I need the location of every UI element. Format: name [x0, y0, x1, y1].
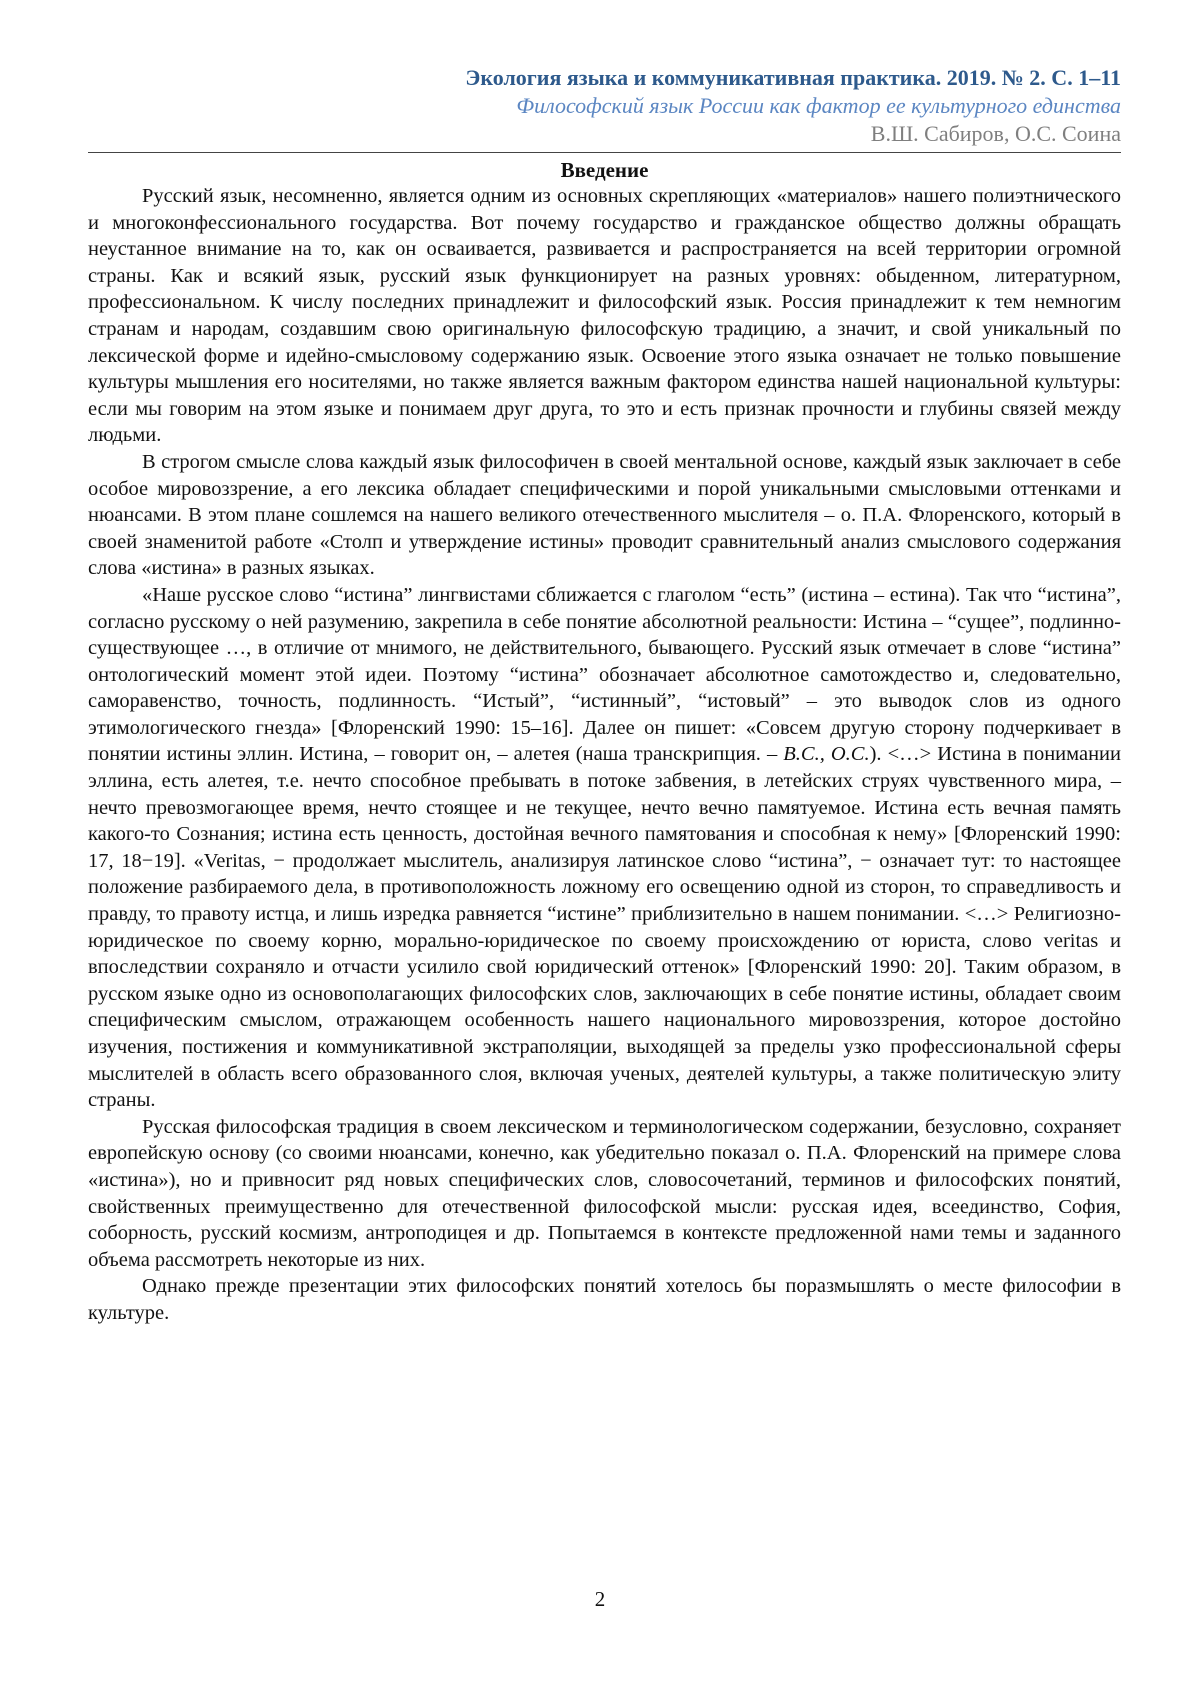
paragraph: Однако прежде презентации этих философских понятий хотелось бы поразмышлять о месте философии в культуре.: [88, 1275, 1121, 1324]
paragraph: Русский язык, несомненно, является одним из основных скрепляющих «материалов» нашего полиэтнического и многоконфессионального государства. Вот почему государство и гражданское общество должны обращать неустанное внимание на то, как он осваивается, развивается и распространяется на всей территории огромной страны. Как и всякий язык, русский язык функционирует на разных уровнях: обыденном, литературном, профессиональном. К числу последних принадлежит и философский язык. Россия принадлежит к тем немногим странам и народам, создавшим свою оригинальную философскую традицию, а значит, и свой уникальный по лексической форме и идейно-смысловому содержанию язык. Освоение этого языка означает не только повышение культуры мышления его носителями, но также является важным фактором единства нашей национальной культуры: если мы говорим на этом языке и понимаем друг друга, то это и есть признак прочности и глубины связей между людьми.: [88, 185, 1121, 447]
header-divider: [88, 152, 1121, 153]
quotation-text-continued: ). <…> Истина в понимании эллина, есть алетея, т.е. нечто способное пребывать в потоке забвения, в летейских струях чувственного мира, – нечто превозмогающее время, нечто стоящее и не текущее, нечто вечно памятуемое. Истина есть вечная память какого-то Сознания; истина есть ценность, достойная вечного памятования и способная к нему» [Флоренский 1990: 17, 18−19]. «Veritas, − продолжает мыслитель, анализируя латинское слово “истина”, − означает тут: то настоящее положение разбираемого дела, в противоположность ложному его освещению одной из сторон, то справедливость и правду, то правоту истца, и лишь изредка равняется “истине” приблизительно в нашем понимании. <…> Религиозно-юридическое по своему корню, морально-юридическое по своему происхождению от юриста, слово veritas и впоследствии сохраняло и отчасти усилило свой юридический оттенок» [Флоренский 1990: 20]. Таким образом, в русском языке одно из основополагающих философских слов, заключающих в себе понятие истины, обладает своим специфическим смыслом, отражающем особенность нашего национального мировоззрения, которое достойно изучения, постижения и коммуникативной экстраполяции, выходящей за пределы узко профессиональной сферы мыслителей в область всего образованного слоя, включая ученых, деятелей культуры, а также политическую элиту страны.: [88, 743, 1121, 1112]
article-title: Философский язык России как фактор ее культурного единства: [516, 93, 1121, 118]
quotation-text: «Наше русское слово “истина” лингвистами сближается с глаголом “есть” (истина – естина). Так что “истина”, согласно русскому о ней разумению, закрепила в себе понятие абсолютной реальности: Истина – “сущее”, подлинно-существующее …, в отличие от мнимого, не действительного, бывающего. Русский язык отмечает в слове “истина” онтологический момент этой идеи. Поэтому “истина” обозначает абсолютное самотождество и, следовательно, саморавенство, точность, подлинность. “Истый”, “истинный”, “истовый” – это выводок слов из одного этимологического гнезда» [Флоренский 1990: 15–16]. Далее он пишет: «Совсем другую сторону подчеркивает в понятии истины эллин. Истина, – говорит он, – алетея (наша транскрипция. –: [88, 583, 1121, 766]
document-page: [88, 64, 1121, 1327]
paragraph: [88, 582, 1121, 1114]
section-heading: Введение: [560, 158, 649, 182]
journal-citation: Экология языка и коммуникативная практика. 2019. № 2. С. 1–11: [465, 65, 1121, 90]
running-header: [88, 64, 1121, 148]
paragraph: Русская философская традиция в своем лексическом и терминологическом содержании, безусловно, сохраняет европейскую основу (со своими нюансами, конечно, как убедительно показал о. П.А. Флоренский на примере слова «истина»), но и привносит ряд новых специфических слов, словосочетаний, терминов и философских понятий, свойственных преимущественно для отечественной философской мысли: русская идея, всеединство, София, соборность, русский космизм, антроподицея и др. Попытаемся в контексте предложенной нами темы и заданного объема рассмотреть некоторые из них.: [88, 1115, 1121, 1271]
page-number: 2: [594, 1587, 606, 1611]
article-authors: В.Ш. Сабиров, О.С. Соина: [870, 121, 1121, 146]
paragraph: В строгом смысле слова каждый язык философичен в своей ментальной основе, каждый язык заключает в себе особое мировоззрение, а его лексика обладает специфическими и порой уникальными смысловыми оттенками и нюансами. В этом плане сошлемся на нашего великого отечественного мыслителя – о. П.А. Флоренского, который в своей знаменитой работе «Столп и утверждение истины» проводит сравнительный анализ смыслового содержания слова «истина» в разных языках.: [88, 450, 1121, 580]
author-initials-italic: В.С., О.С.: [783, 743, 870, 766]
body-text: [88, 183, 1121, 1327]
